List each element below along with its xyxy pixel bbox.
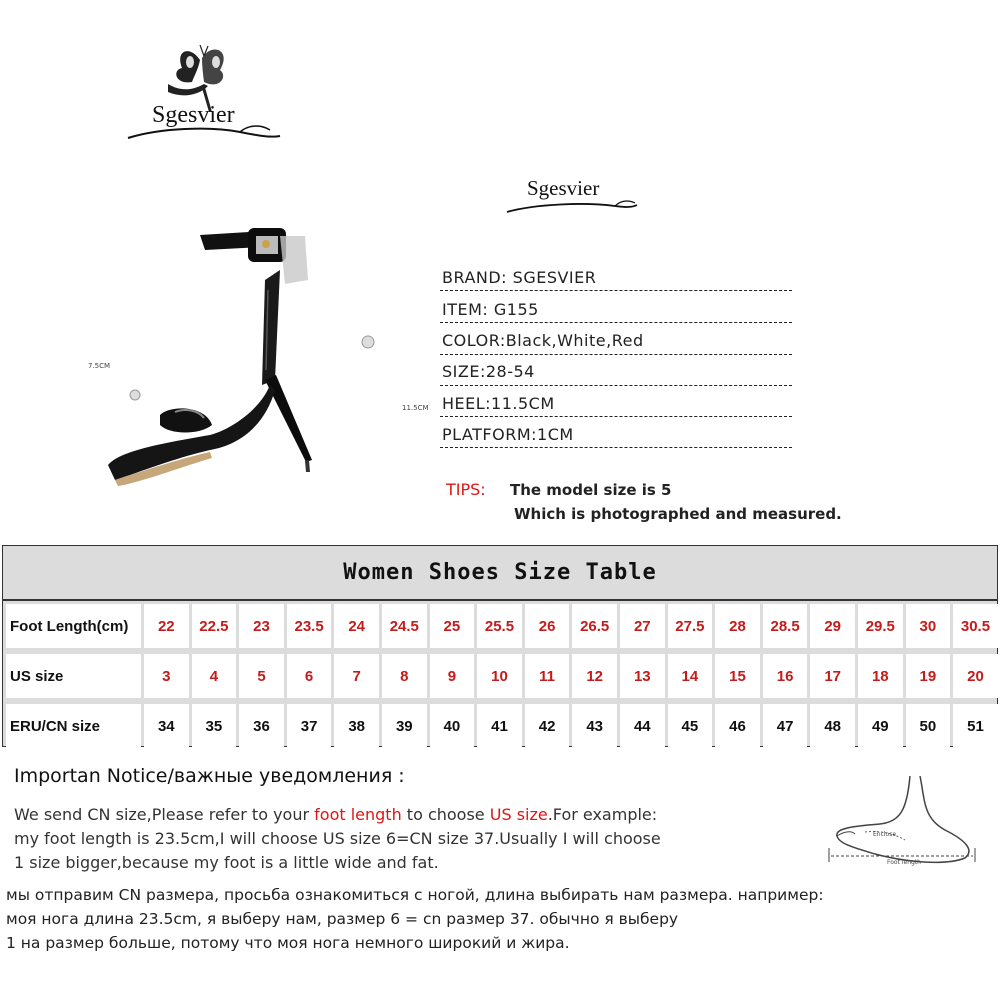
size-table-cell: 39 — [382, 704, 427, 748]
size-table-cell: 38 — [334, 704, 379, 748]
size-table-cell: 42 — [525, 704, 570, 748]
size-table-cell: 41 — [477, 704, 522, 748]
size-table-cell: 6 — [287, 654, 332, 698]
size-table-row-label: Foot Length(cm) — [6, 604, 141, 648]
size-table-cell: 23 — [239, 604, 284, 648]
notice-title: Importan Notice/важные уведомления : — [14, 765, 405, 787]
notice-line-3: 1 size bigger,because my foot is a little wide and fat. — [14, 853, 439, 872]
size-table-cell: 46 — [715, 704, 760, 748]
size-table-cell: 14 — [668, 654, 713, 698]
size-table-cell: 43 — [572, 704, 617, 748]
foot-diagram — [825, 770, 995, 875]
foot-measure-icon — [825, 770, 995, 875]
brand-logo-text: Sgesvier — [152, 102, 235, 128]
size-table-cell: 19 — [906, 654, 951, 698]
size-table-cell: 18 — [858, 654, 903, 698]
notice-text: to choose — [401, 805, 490, 824]
size-table-cell: 5 — [239, 654, 284, 698]
foot-length-label: Foot length — [887, 859, 921, 866]
size-table-cell: 25.5 — [477, 604, 522, 648]
heel-measure-label: 11.5CM — [402, 404, 429, 412]
divider — [440, 416, 792, 417]
sandal-illustration — [80, 210, 440, 510]
size-table-title: Women Shoes Size Table — [3, 546, 997, 601]
spec-row — [440, 425, 792, 455]
brand-logo-mid — [505, 170, 640, 220]
size-table-cell: 37 — [287, 704, 332, 748]
spec-row — [440, 394, 792, 424]
size-table-row-label: ERU/CN size — [6, 704, 141, 748]
size-table-cell: 8 — [382, 654, 427, 698]
notice-line-1 — [14, 805, 657, 824]
size-table-cell: 24 — [334, 604, 379, 648]
size-table-cell: 45 — [668, 704, 713, 748]
size-table-cell: 27 — [620, 604, 665, 648]
size-table-cell: 11 — [525, 654, 570, 698]
divider — [440, 447, 792, 448]
spec-row — [440, 331, 792, 361]
size-table-cell: 15 — [715, 654, 760, 698]
notice-highlight-us-size: US size — [489, 805, 548, 824]
tips-block — [446, 480, 846, 530]
size-table-cell: 24.5 — [382, 604, 427, 648]
butterfly-heel-icon — [120, 40, 290, 155]
size-table-row-label: US size — [6, 654, 141, 698]
spec-heel: HEEL:11.5CM — [442, 394, 555, 413]
size-table-cell: 4 — [192, 654, 237, 698]
spec-row — [440, 268, 792, 298]
size-table-cell: 10 — [477, 654, 522, 698]
spec-size: SIZE:28-54 — [442, 362, 535, 381]
spec-row — [440, 362, 792, 392]
size-table-cell: 30 — [906, 604, 951, 648]
size-table-cell: 7 — [334, 654, 379, 698]
tips-line-2: Which is photographed and measured. — [514, 505, 842, 523]
notice-line-2: my foot length is 23.5cm,I will choose US size 6=CN size 37.Usually I will choose — [14, 829, 661, 848]
size-table — [2, 545, 998, 747]
notice-text: We send CN size,Please refer to your — [14, 805, 315, 824]
size-table-cell: 28.5 — [763, 604, 808, 648]
tips-label: TIPS: — [446, 480, 486, 499]
size-table-cell: 47 — [763, 704, 808, 748]
notice-text: .For example: — [547, 805, 658, 824]
size-table-cell: 36 — [239, 704, 284, 748]
brand-logo-text: Sgesvier — [527, 176, 600, 200]
divider — [440, 290, 792, 291]
size-table-cell: 30.5 — [953, 604, 998, 648]
product-image — [80, 210, 440, 510]
size-table-cell: 49 — [858, 704, 903, 748]
size-table-cell: 16 — [763, 654, 808, 698]
foot-width-label: Enclose — [873, 831, 897, 838]
spec-item: ITEM: G155 — [442, 300, 539, 319]
notice-ru-line-1: мы отправим CN размера, просьба ознакомиться с ногой, длина выбирать нам размера. например: — [6, 886, 824, 904]
tips-line-1: The model size is 5 — [510, 481, 672, 499]
size-table-cell: 35 — [192, 704, 237, 748]
size-table-cell: 26 — [525, 604, 570, 648]
divider — [440, 385, 792, 386]
size-table-cell: 22 — [144, 604, 189, 648]
spec-row — [440, 300, 792, 330]
size-table-cell: 23.5 — [287, 604, 332, 648]
notice-ru-line-2: моя нога длина 23.5cm, я выберу нам, размер 6 = cn размер 37. обычно я выберу — [6, 910, 679, 928]
platform-measure-label: 7.5CM — [88, 362, 111, 370]
swoosh-icon — [505, 170, 640, 220]
divider — [440, 322, 792, 323]
size-table-cell: 13 — [620, 654, 665, 698]
size-table-cell: 29 — [810, 604, 855, 648]
size-table-cell: 34 — [144, 704, 189, 748]
divider — [440, 354, 792, 355]
size-table-row — [3, 701, 997, 751]
size-table-cell: 12 — [572, 654, 617, 698]
size-table-row — [3, 651, 997, 701]
size-table-cell: 20 — [953, 654, 998, 698]
brand-logo-top — [120, 40, 290, 155]
size-table-cell: 17 — [810, 654, 855, 698]
size-table-cell: 44 — [620, 704, 665, 748]
notice-ru-line-3: 1 на размер больше, потому что моя нога немного широкий и жира. — [6, 934, 570, 952]
size-table-cell: 27.5 — [668, 604, 713, 648]
size-table-cell: 25 — [430, 604, 475, 648]
size-table-cell: 28 — [715, 604, 760, 648]
notice-highlight-foot-length: foot length — [314, 805, 402, 824]
size-table-cell: 51 — [953, 704, 998, 748]
size-table-cell: 3 — [144, 654, 189, 698]
size-table-cell: 48 — [810, 704, 855, 748]
spec-color: COLOR:Black,White,Red — [442, 331, 644, 350]
size-table-cell: 29.5 — [858, 604, 903, 648]
size-table-cell: 9 — [430, 654, 475, 698]
size-table-cell: 26.5 — [572, 604, 617, 648]
size-table-row — [3, 601, 997, 651]
size-table-cell: 50 — [906, 704, 951, 748]
size-table-cell: 22.5 — [192, 604, 237, 648]
size-table-cell: 40 — [430, 704, 475, 748]
spec-brand: BRAND: SGESVIER — [442, 268, 597, 287]
spec-platform: PLATFORM:1CM — [442, 425, 574, 444]
